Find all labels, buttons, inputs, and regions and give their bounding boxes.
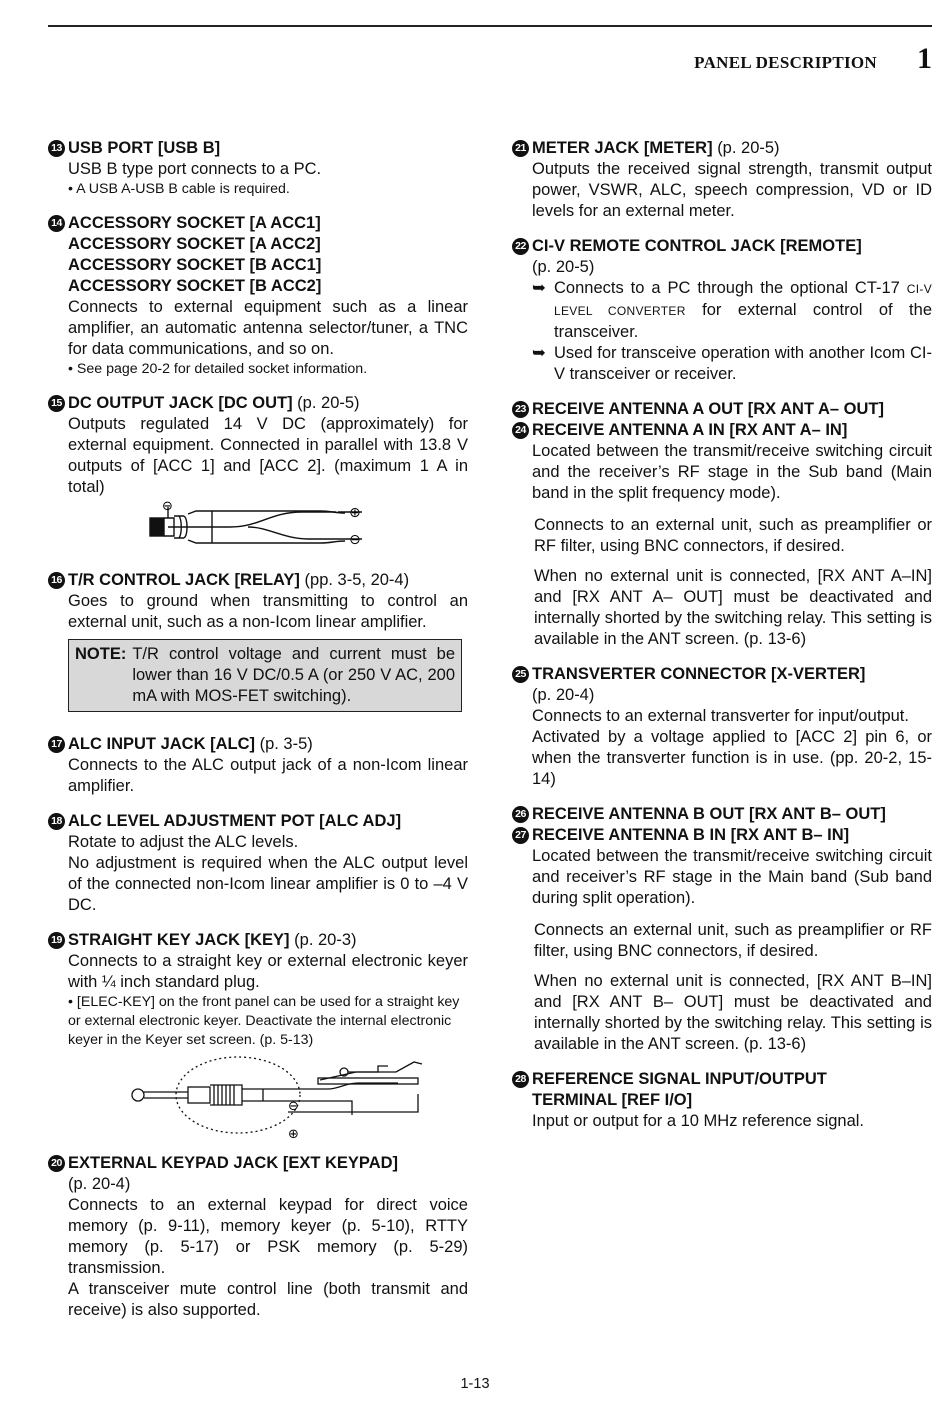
item-number-badge: 22 (512, 238, 529, 255)
item-rx-ant-a (512, 399, 932, 650)
item-body: Outputs regulated 14 V DC (approximately) for external equipment. Connected in parallel with 13.8 V outputs of [ACC 1] and [ACC 2]. (maximum 1 A in total) (68, 415, 468, 496)
item-number-badge: 20 (48, 1155, 65, 1172)
section-title: PANEL DESCRIPTION (694, 53, 877, 72)
item-body: Outputs the received signal strength, transmit output power, VSWR, ALC, speech compression, VD or ID levels for an external meter. (532, 160, 932, 220)
item-bullet: • [ELEC-KEY] on the front panel can be used for a straight key or external electronic keyer. Deactivate the internal electronic keyer in the Keyer set screen. (p. 5-13) (68, 994, 460, 1048)
page-number: 1-13 (460, 1376, 490, 1392)
page-ref: (p. 20-4) (68, 1175, 131, 1193)
left-column (48, 138, 468, 1321)
item-title: DC OUTPUT JACK [DC OUT] (68, 394, 293, 412)
item-title: ACCESSORY SOCKET [A ACC2] (68, 235, 321, 253)
item-number-badge: 15 (48, 395, 65, 412)
item-title: ACCESSORY SOCKET [B ACC1] (68, 256, 322, 274)
item-alc-level-pot (48, 811, 468, 916)
item-body: Used for transceive operation with another Icom CI-V transceiver or receiver. (554, 344, 932, 383)
section-number: 1 (917, 42, 932, 75)
item-accessory-socket (48, 213, 468, 379)
item-body: Goes to ground when transmitting to control an external unit, such as a non-Icom linear amplifier. (68, 592, 468, 631)
item-title: ALC INPUT JACK [ALC] (68, 735, 255, 753)
page-ref: (p. 20-5) (532, 258, 595, 276)
item-transverter-connector (512, 664, 932, 790)
item-body: Connects to external equipment such as a linear amplifier, an automatic antenna selector/tuner, a TNC for data communications, and so on. (68, 298, 468, 358)
item-title: METER JACK [METER] (532, 139, 713, 157)
item-straight-key-jack (48, 930, 468, 1142)
item-title: ACCESSORY SOCKET [A ACC1] (68, 214, 321, 232)
item-body: Connects to a straight key or external electronic keyer with ¼ inch standard plug. (68, 952, 468, 991)
item-body: USB B type port connects to a PC. (68, 160, 322, 178)
item-meter-jack (512, 138, 932, 222)
page-ref: (p. 3-5) (259, 735, 313, 753)
note-text: T/R control voltage and current must be lower than 16 V DC/0.5 A (or 250 V AC, 200 mA with MOS-FET switching). (132, 645, 455, 705)
item-body: A transceiver mute control line (both transmit and receive) is also supported. (68, 1280, 468, 1319)
item-number-badge: 27 (512, 827, 529, 844)
note-label: NOTE: (75, 645, 127, 663)
item-number-badge: 28 (512, 1071, 529, 1088)
minus-label: ⊖ (288, 1099, 299, 1114)
item-alc-input-jack (48, 734, 468, 797)
item-body: No adjustment is required when the ALC output level of the connected non-Icom linear amplifier is 0 to –4 V DC. (68, 854, 468, 914)
item-number-badge: 23 (512, 401, 529, 418)
top-rule (48, 25, 932, 27)
item-title: RECEIVE ANTENNA A IN [RX ANT A– IN] (532, 421, 848, 439)
item-body: Connects to an external transverter for input/output. (532, 707, 909, 725)
item-bullet: • A USB A-USB B cable is required. (68, 181, 290, 197)
item-title: EXTERNAL KEYPAD JACK [EXT KEYPAD] (68, 1154, 399, 1172)
item-body: Connects to an external keypad for direct voice memory (p. 9-11), memory keyer (p. 5-10), RTTY memory (p. 5-17) or PSK memory (p. 5-29) transmission. (68, 1196, 468, 1277)
straight-key-diagram (48, 1050, 468, 1142)
minus-label: ⊖ (349, 532, 361, 548)
page-ref: (p. 20-5) (717, 139, 780, 157)
item-body: Located between the transmit/receive switching circuit and the receiver’s RF stage in the Sub band (Main band in the split frequency mode). (532, 442, 932, 502)
item-number-badge: 24 (512, 422, 529, 439)
arrow-icon: ➥ (532, 344, 546, 362)
item-number-badge: 19 (48, 932, 65, 949)
right-column (512, 138, 932, 1132)
item-paragraph: Connects an external unit, such as preamplifier or RF filter, using BNC connectors, if desired. (534, 921, 932, 960)
item-number-badge: 26 (512, 806, 529, 823)
item-title: STRAIGHT KEY JACK [KEY] (68, 931, 290, 949)
page-ref: (p. 20-4) (532, 686, 595, 704)
item-number-badge: 17 (48, 736, 65, 753)
item-tr-control-jack (48, 570, 468, 712)
page-header (694, 42, 932, 76)
item-number-badge: 21 (512, 140, 529, 157)
item-title: TRANSVERTER CONNECTOR [X-VERTER] (532, 665, 866, 683)
plus-label: ⊕ (349, 505, 361, 521)
item-title: RECEIVE ANTENNA A OUT [RX ANT A– OUT] (532, 400, 885, 418)
page-ref: (pp. 3-5, 20-4) (304, 571, 410, 589)
item-title: TERMINAL [REF I/O] (532, 1091, 693, 1109)
item-body: Located between the transmit/receive switching circuit and receiver’s RF stage in the Main band (Sub band during split operation). (532, 847, 932, 907)
item-title: ACCESSORY SOCKET [B ACC2] (68, 277, 322, 295)
item-reference-signal-terminal (512, 1069, 932, 1132)
item-title: RECEIVE ANTENNA B OUT [RX ANT B– OUT] (532, 805, 886, 823)
item-usb-port (48, 138, 468, 199)
item-paragraph: Connects to an external unit, such as preamplifier or RF filter, using BNC connectors, if desired. (534, 516, 932, 555)
item-paragraph: When no external unit is connected, [RX ANT A–IN] and [RX ANT A– OUT] must be deactivated and internally shorted by the switching relay. This setting is available in the ANT screen. (p. 13-6) (534, 567, 932, 648)
item-body: Connects to the ALC output jack of a non-Icom linear amplifier. (68, 756, 468, 795)
item-title: CI-V REMOTE CONTROL JACK [REMOTE] (532, 237, 862, 255)
item-title: ALC LEVEL ADJUSTMENT POT [ALC ADJ] (68, 812, 402, 830)
item-title: RECEIVE ANTENNA B IN [RX ANT B– IN] (532, 826, 850, 844)
item-number-badge: 18 (48, 813, 65, 830)
item-rx-ant-b (512, 804, 932, 1055)
note-box (68, 639, 462, 712)
item-bullet: • See page 20-2 for detailed socket information. (68, 361, 368, 377)
item-title: T/R CONTROL JACK [RELAY] (68, 571, 300, 589)
item-external-keypad-jack (48, 1153, 468, 1321)
item-number-badge: 16 (48, 572, 65, 589)
item-title: REFERENCE SIGNAL INPUT/OUTPUT (532, 1070, 827, 1088)
minus-label: ⊖ (162, 499, 173, 514)
item-body: Input or output for a 10 MHz reference signal. (532, 1112, 865, 1130)
item-body: Connects to a PC through the optional CT-17 CI-V LEVEL CONVERTER for external control of the transceiver. (554, 279, 932, 341)
item-body: Activated by a voltage applied to [ACC 2] pin 6, or when the transverter function is in use. (pp. 20-2, 15-14) (532, 728, 932, 788)
item-title: USB PORT [USB B] (68, 139, 221, 157)
item-civ-remote-jack (512, 236, 932, 385)
item-number-badge: 13 (48, 140, 65, 157)
item-body: Rotate to adjust the ALC levels. (68, 833, 299, 851)
arrow-icon: ➥ (532, 279, 546, 297)
item-paragraph: When no external unit is connected, [RX ANT B–IN] and [RX ANT B– OUT] must be deactivated and internally shorted by the switching relay. This setting is available in the ANT screen. (p. 13-6) (534, 972, 932, 1053)
plus-label: ⊕ (288, 1127, 299, 1142)
dc-plug-diagram (48, 498, 468, 556)
item-dc-output-jack (48, 393, 468, 556)
item-number-badge: 25 (512, 666, 529, 683)
page-ref: (p. 20-5) (297, 394, 360, 412)
item-number-badge: 14 (48, 215, 65, 232)
page-ref: (p. 20-3) (294, 931, 357, 949)
